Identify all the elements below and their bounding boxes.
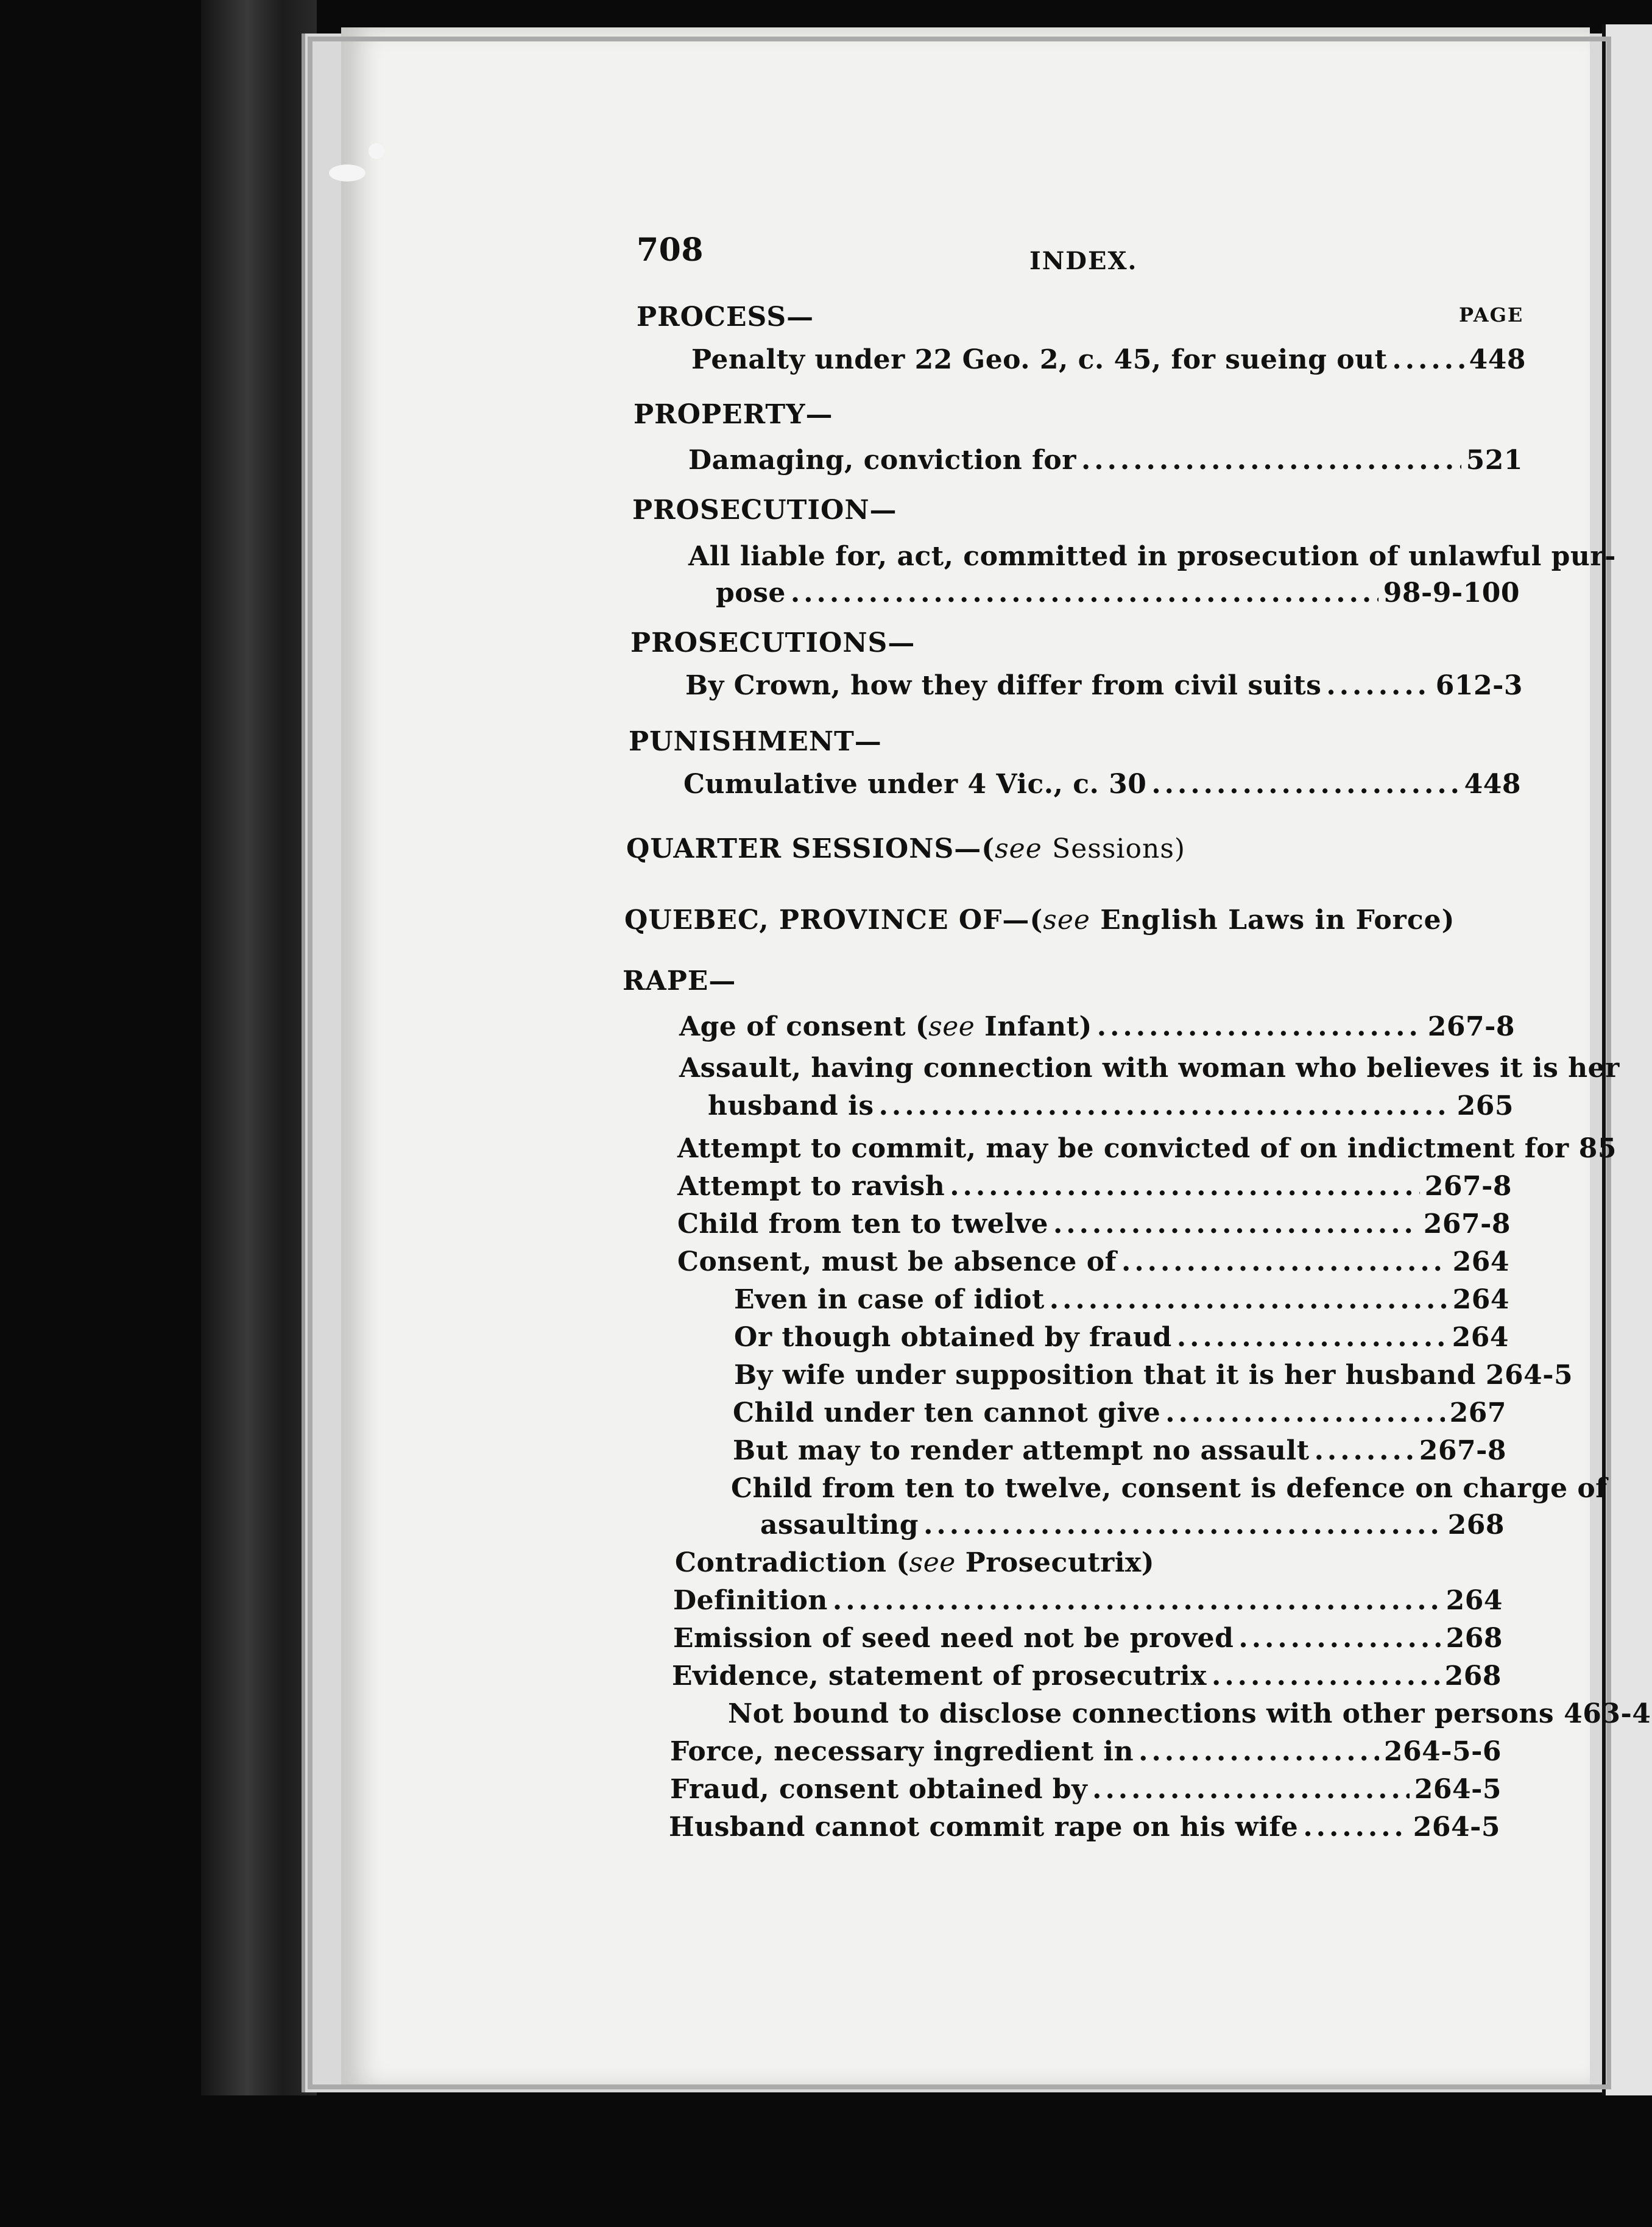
entry-label: Child under ten cannot give [733,1397,1161,1428]
running-head: INDEX. [1029,247,1138,275]
index-entry [760,1509,1505,1541]
index-entry [708,1090,1514,1121]
dot-leader [1138,1736,1379,1767]
dot-leader [791,577,1378,609]
index-heading-process: PROCESS— [637,302,814,333]
ref-open: ( [981,833,995,864]
entry-page: 268 [1447,1509,1505,1541]
entry-label: Definition [673,1585,828,1616]
dot-leader [879,1090,1452,1121]
entry-page: 264 [1452,1284,1509,1315]
entry-page: 264 [1452,1246,1509,1277]
index-entry [728,1698,1651,1729]
dot-leader [923,1509,1443,1541]
entry-label: Force, necessary ingredient in [670,1736,1134,1767]
index-entry [688,445,1523,476]
dot-leader [1053,1209,1419,1240]
index-heading-prosecution: PROSECUTION— [632,495,897,526]
entry-label: By wife under supposition that it is her husband [734,1360,1476,1391]
entry-label: Fraud, consent obtained by [670,1774,1088,1805]
entry-label: Emission of seed need not be proved [673,1623,1234,1654]
index-heading-quebec [624,905,1455,936]
index-entry [679,1011,1515,1042]
dot-leader [1121,1246,1448,1277]
entry-label: Age of consent (see Infant) [679,1011,1092,1042]
entry-label: Not bound to disclose connections with other persons [728,1698,1555,1729]
index-entry [734,1360,1573,1391]
entry-label: Or though obtained by fraud [734,1322,1172,1353]
heading-text: QUEBEC, PROVINCE OF— [624,905,1030,936]
heading-text: QUARTER SESSIONS— [626,833,982,864]
index-heading-property: PROPERTY— [634,399,833,430]
dot-leader [1177,1322,1447,1353]
entry-page: 521 [1466,445,1523,476]
index-heading-quarter-sessions [626,833,1185,864]
index-entry [673,1623,1503,1654]
entry-label-line1: Assault, having connection with woman who believes it is her [679,1053,1620,1084]
entry-page: 267-8 [1423,1209,1511,1240]
dot-leader [1326,670,1430,701]
entry-label: Damaging, conviction for [688,445,1076,476]
entry-label-line2: pose [716,577,786,609]
dot-leader [1303,1812,1408,1843]
dot-leader [1092,1774,1410,1805]
entry-label: Penalty under 22 Geo. 2, c. 45, for sueing out [691,344,1388,375]
index-heading-prosecutions: PROSECUTIONS— [630,627,916,658]
see-reference: see [995,833,1042,864]
index-entry [733,1397,1506,1428]
index-entry [673,1585,1503,1616]
dot-leader [1097,1011,1423,1042]
entry-label: But may to render attempt no assault [733,1435,1310,1466]
index-entry [734,1284,1509,1315]
dot-leader [1151,769,1459,800]
page-number: 708 [637,231,704,269]
index-entry [669,1812,1500,1843]
index-entry [670,1774,1502,1805]
entry-page: 268 [1444,1661,1502,1692]
entry-page: 85 [1578,1133,1617,1164]
entry-label: Consent, must be absence of [677,1246,1117,1277]
entry-label: Child from ten to twelve [677,1209,1048,1240]
index-entry [683,769,1521,800]
entry-page: 264-5-6 [1383,1736,1502,1767]
entry-page: 612-3 [1435,670,1523,701]
entry-page: 265 [1456,1090,1514,1121]
entry-label-line1: Child from ten to twelve, consent is defence on charge of [731,1473,1608,1504]
dot-leader [1212,1661,1440,1692]
entry-page: 98-9-100 [1383,577,1520,609]
entry-label: Husband cannot commit rape on his wife [669,1812,1299,1843]
index-entry [677,1209,1511,1240]
index-entry [677,1246,1509,1277]
dot-leader [1050,1284,1448,1315]
see-reference: see [928,1011,975,1042]
see-reference: see [1043,905,1090,936]
entry-label: By Crown, how they differ from civil suits [685,670,1322,701]
entry-label: Even in case of idiot [734,1284,1045,1315]
entry-label: Evidence, statement of prosecutrix [672,1661,1207,1692]
entry-label: Contradiction (see Prosecutrix) [675,1547,1155,1578]
index-entry [677,1171,1512,1202]
entry-label-line1: All liable for, act, committed in prosecution of unlawful pur- [688,541,1616,572]
entry-label-line2: assaulting [760,1509,919,1541]
entry-label: Attempt to commit, may be convicted of on indictment for [677,1133,1569,1164]
cross-reference: Sessions) [1052,833,1186,864]
dot-leader [1081,445,1461,476]
entry-page: 267-8 [1424,1171,1512,1202]
dot-leader [1165,1397,1444,1428]
index-entry [691,344,1526,375]
index-heading-rape: RAPE— [623,965,736,997]
dot-leader [1315,1435,1414,1466]
ref-open: ( [1029,905,1043,936]
index-entry [733,1435,1506,1466]
dot-leader [1392,344,1464,375]
entry-page: 264 [1446,1585,1503,1616]
dot-leader [833,1585,1441,1616]
index-entry [734,1322,1509,1353]
index-entry [670,1736,1502,1767]
entry-label-line2: husband is [708,1090,874,1121]
entry-page: 264-5 [1485,1360,1573,1391]
entry-label: Attempt to ravish [677,1171,945,1202]
index-entry [716,577,1520,609]
index-heading-punishment: PUNISHMENT— [629,726,882,757]
entry-page: 267 [1449,1397,1506,1428]
entry-page: 268 [1446,1623,1503,1654]
index-entry [672,1661,1502,1692]
entry-page: 463-4 [1564,1698,1651,1729]
entry-page: 267-8 [1427,1011,1515,1042]
page-column-label: PAGE [1459,303,1524,326]
entry-page: 448 [1469,344,1526,375]
entry-label: Cumulative under 4 Vic., c. 30 [683,769,1147,800]
see-reference: see [909,1547,956,1578]
entry-page: 264-5 [1414,1774,1502,1805]
entry-page: 264-5 [1413,1812,1500,1843]
index-entry [685,670,1523,701]
dot-leader [1238,1623,1441,1654]
cross-reference: English Laws in Force) [1100,905,1455,936]
index-entry [677,1133,1617,1164]
entry-page: 267-8 [1419,1435,1506,1466]
entry-page: 264 [1452,1322,1509,1353]
entry-page: 448 [1464,769,1521,800]
dot-leader [950,1171,1420,1202]
